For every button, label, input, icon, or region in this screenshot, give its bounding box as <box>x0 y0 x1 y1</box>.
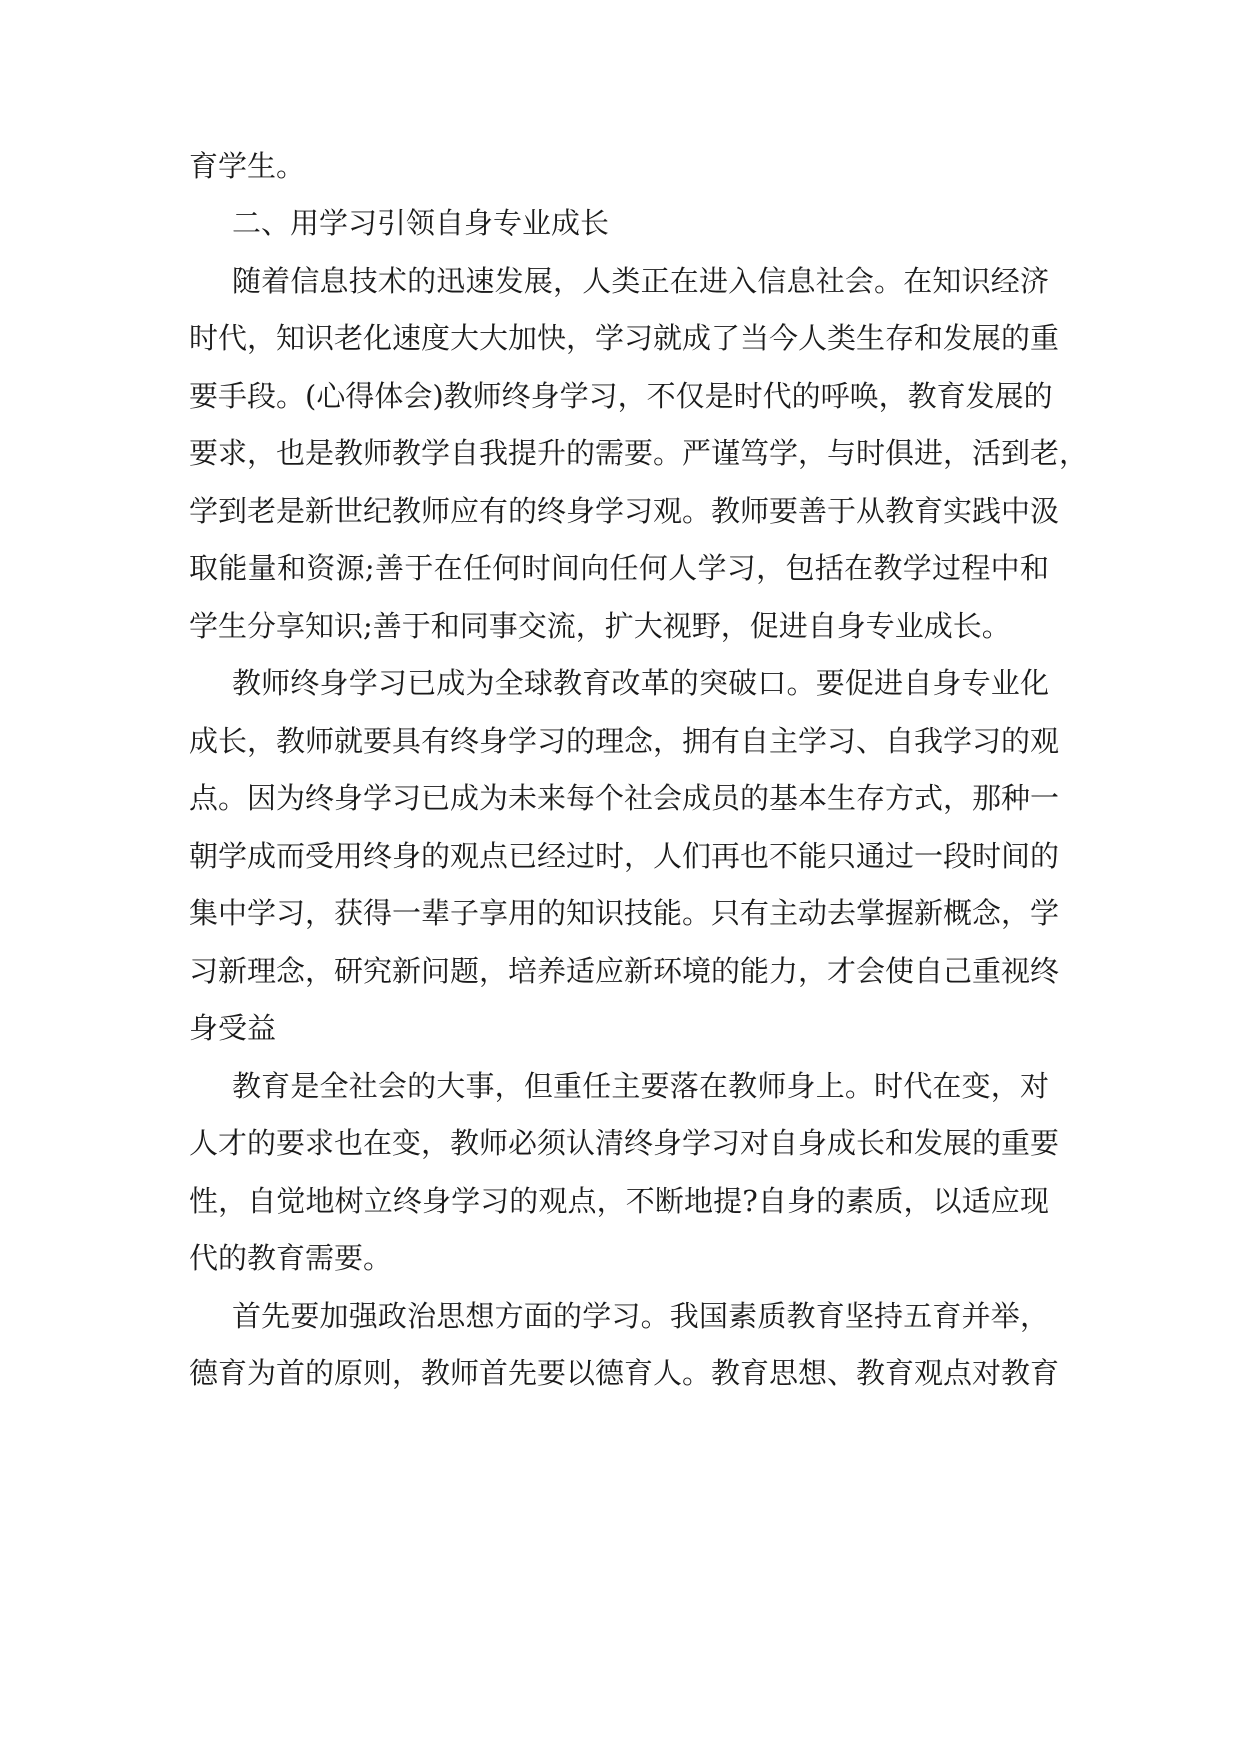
text-line: 育学生。 <box>189 149 306 183</box>
text-line: 取能量和资源;善于在任何时间向任何人学习，包括在教学过程中和 <box>189 551 1049 585</box>
text-line: 时代，知识老化速度大大加快，学习就成了当今人类生存和发展的重 <box>189 321 1060 355</box>
text-line: 朝学成而受用终身的观点已经过时，人们再也不能只通过一段时间的 <box>189 839 1060 873</box>
text-line: 人才的要求也在变，教师必须认清终身学习对自身成长和发展的重要 <box>189 1126 1060 1160</box>
section-heading: 二、用学习引领自身专业成长 <box>232 206 610 240</box>
text-line: 身受益 <box>189 1011 277 1045</box>
text-line: 德育为首的原则，教师首先要以德育人。教育思想、教育观点对教育 <box>189 1356 1060 1390</box>
text-line: 随着信息技术的迅速发展，人类正在进入信息社会。在知识经济 <box>232 264 1049 298</box>
text-line: 代的教育需要。 <box>189 1241 393 1275</box>
text-line: 学到老是新世纪教师应有的终身学习观。教师要善于从教育实践中汲 <box>189 494 1060 528</box>
text-line: 要手段。(心得体会)教师终身学习，不仅是时代的呼唤，教育发展的 <box>189 379 1053 413</box>
text-line: 教师终身学习已成为全球教育改革的突破口。要促进自身专业化 <box>232 666 1049 700</box>
text-line: 教育是全社会的大事，但重任主要落在教师身上。时代在变，对 <box>232 1069 1049 1103</box>
text-line: 学生分享知识;善于和同事交流，扩大视野，促进自身专业成长。 <box>189 609 1011 643</box>
text-line: 习新理念，研究新问题，培养适应新环境的能力，才会使自己重视终 <box>189 954 1060 988</box>
text-line: 要求，也是教师教学自我提升的需要。严谨笃学，与时俱进，活到老， <box>189 436 1089 470</box>
text-line: 集中学习，获得一辈子享用的知识技能。只有主动去掌握新概念，学 <box>189 896 1060 930</box>
text-line: 成长，教师就要具有终身学习的理念，拥有自主学习、自我学习的观 <box>189 724 1060 758</box>
text-line: 性，自觉地树立终身学习的观点，不断地提?自身的素质，以适应现 <box>189 1184 1049 1218</box>
text-line: 点。因为终身学习已成为未来每个社会成员的基本生存方式，那种一 <box>189 781 1060 815</box>
text-line: 首先要加强政治思想方面的学习。我国素质教育坚持五育并举， <box>232 1299 1049 1333</box>
